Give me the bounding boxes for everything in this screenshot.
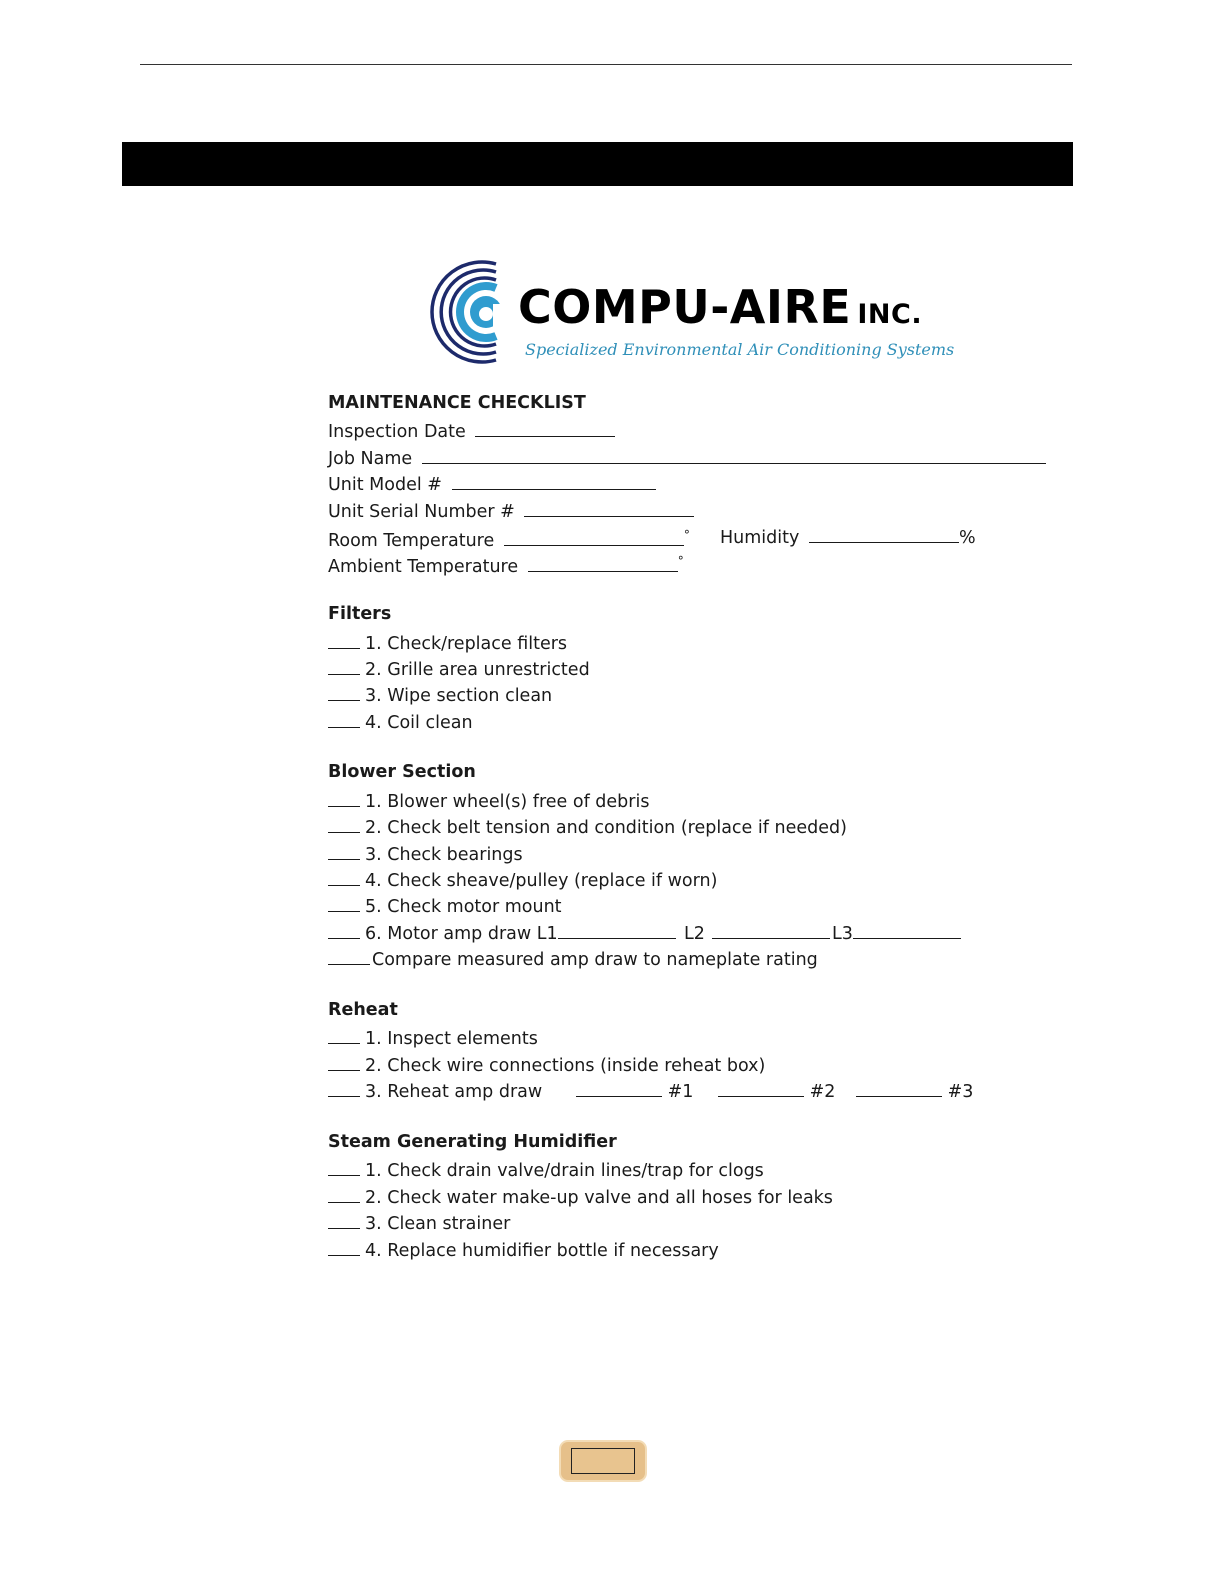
l2-group (684, 918, 830, 947)
motor-amp-label: 6. Motor amp draw L1 (365, 923, 558, 944)
list-item (328, 1023, 1068, 1049)
unit-serial-label: Unit Serial Number # (328, 501, 515, 522)
humidity-group (720, 522, 976, 551)
room-temp-field[interactable] (504, 525, 684, 546)
blower-item-5: 5. Check motor mount (365, 897, 562, 918)
humidity-label: Humidity (720, 527, 800, 548)
check-blank[interactable] (328, 865, 360, 886)
filters-item-4: 4. Coil clean (365, 712, 473, 733)
l3-group (832, 918, 961, 947)
reheat-amp-row (328, 1076, 1068, 1102)
humidifier-title: Steam Generating Humidifier (328, 1131, 617, 1152)
blower-item-2: 2. Check belt tension and condition (replace if needed) (365, 818, 847, 839)
list-item (328, 707, 1068, 733)
filters-item-3: 3. Wipe section clean (365, 686, 553, 707)
check-blank[interactable] (328, 1208, 360, 1229)
motor-amp-row (328, 918, 1068, 944)
ambient-temp-degree: ° (677, 554, 684, 569)
blower-title: Blower Section (328, 762, 476, 783)
unit-model-field[interactable] (452, 469, 656, 490)
inspection-date-label: Inspection Date (328, 422, 466, 443)
ambient-temp-label: Ambient Temperature (328, 557, 519, 578)
list-item (328, 865, 1068, 891)
compare-row (328, 944, 1068, 970)
blower-item-3: 3. Check bearings (365, 844, 523, 865)
reheat-amp-label: 3. Reheat amp draw (365, 1082, 543, 1103)
reheat-slot-1-field[interactable] (576, 1076, 662, 1097)
list-item (328, 628, 1068, 654)
logo-mark-icon (430, 260, 530, 364)
list-item (328, 654, 1068, 680)
room-temp-row (328, 522, 1068, 551)
l3-field[interactable] (853, 918, 961, 939)
reheat-item-2: 2. Check wire connections (inside reheat box) (365, 1055, 766, 1076)
list-item (328, 1208, 1068, 1234)
humidity-field[interactable] (809, 522, 959, 543)
inspection-date-field[interactable] (475, 416, 615, 437)
reheat-item-1: 1. Inspect elements (365, 1029, 538, 1050)
reheat-slot-2 (718, 1076, 835, 1105)
maintenance-checklist (328, 390, 1068, 1261)
reheat-slot-3 (856, 1076, 973, 1105)
logo-tagline: Specialized Environmental Air Conditioning Systems (525, 340, 955, 359)
reheat-slot-1 (576, 1076, 693, 1105)
reheat-slot-3-field[interactable] (856, 1076, 942, 1097)
blower-item-1: 1. Blower wheel(s) free of debris (365, 791, 650, 812)
list-item (328, 1050, 1068, 1076)
check-blank[interactable] (328, 918, 360, 939)
job-name-row (328, 443, 1068, 469)
unit-serial-field[interactable] (524, 496, 694, 517)
unit-model-row (328, 469, 1068, 495)
filters-item-1: 1. Check/replace filters (365, 633, 568, 654)
room-temp-degree: ° (683, 527, 690, 542)
check-blank[interactable] (328, 1182, 360, 1203)
logo-name-text: COMPU-AIRE (518, 280, 852, 334)
reheat-slot-1-label: #1 (667, 1082, 694, 1103)
check-blank[interactable] (328, 1076, 360, 1097)
ambient-temp-row (328, 548, 1068, 578)
blower-item-4: 4. Check sheave/pulley (replace if worn) (365, 871, 718, 892)
check-blank[interactable] (328, 654, 360, 675)
humidity-percent: % (958, 527, 976, 548)
job-name-label: Job Name (328, 448, 413, 469)
list-item (328, 839, 1068, 865)
job-name-field[interactable] (422, 443, 1046, 464)
filters-item-2: 2. Grille area unrestricted (365, 659, 590, 680)
page-number-badge (561, 1442, 645, 1480)
humidifier-item-2: 2. Check water make-up valve and all hoses for leaks (365, 1187, 833, 1208)
logo-name (518, 280, 923, 334)
l2-label: L2 (684, 923, 705, 944)
header-bar (122, 142, 1073, 186)
unit-serial-row (328, 496, 1068, 522)
company-logo (430, 258, 960, 368)
l1-field[interactable] (558, 918, 676, 939)
humidifier-item-1: 1. Check drain valve/drain lines/trap for clogs (365, 1161, 764, 1182)
filters-title: Filters (328, 604, 392, 625)
logo-suffix: INC. (857, 299, 923, 330)
check-blank[interactable] (328, 1050, 360, 1071)
list-item (328, 786, 1068, 812)
reheat-slot-2-label: #2 (809, 1082, 836, 1103)
check-blank[interactable] (328, 812, 360, 833)
humidifier-item-4: 4. Replace humidifier bottle if necessary (365, 1240, 719, 1261)
list-item (328, 891, 1068, 917)
top-rule (140, 64, 1072, 65)
ambient-temp-field[interactable] (528, 551, 678, 572)
list-item (328, 1155, 1068, 1181)
check-blank[interactable] (328, 891, 360, 912)
compare-label: Compare measured amp draw to nameplate rating (372, 950, 818, 971)
list-item (328, 680, 1068, 706)
check-blank[interactable] (328, 1155, 360, 1176)
reheat-slot-2-field[interactable] (718, 1076, 804, 1097)
check-blank[interactable] (328, 944, 370, 965)
check-blank[interactable] (328, 1235, 360, 1256)
check-blank[interactable] (328, 839, 360, 860)
checklist-title: MAINTENANCE CHECKLIST (328, 393, 586, 413)
reheat-slot-3-label: #3 (947, 1082, 974, 1103)
list-item (328, 1235, 1068, 1261)
check-blank[interactable] (328, 786, 360, 807)
list-item (328, 812, 1068, 838)
room-temp-label: Room Temperature (328, 530, 495, 551)
check-blank[interactable] (328, 1023, 360, 1044)
inspection-date-row (328, 416, 1068, 442)
unit-model-label: Unit Model # (328, 475, 442, 496)
l2-field[interactable] (712, 918, 830, 939)
page-number-box (571, 1448, 635, 1474)
l3-label: L3 (832, 923, 853, 944)
list-item (328, 1182, 1068, 1208)
check-blank[interactable] (328, 680, 360, 701)
check-blank[interactable] (328, 628, 360, 649)
check-blank[interactable] (328, 707, 360, 728)
reheat-title: Reheat (328, 999, 398, 1020)
humidifier-item-3: 3. Clean strainer (365, 1214, 511, 1235)
